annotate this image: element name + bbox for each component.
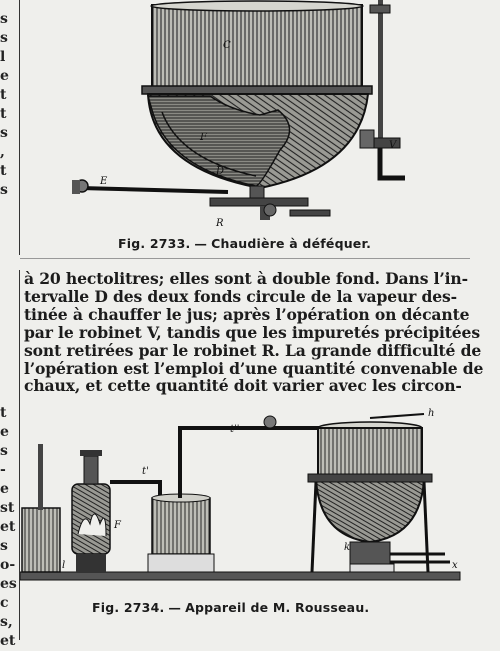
label-f: F [200,132,207,143]
figure-2733-illustration [60,0,420,232]
label-c: C [223,40,231,51]
label-t-prime: t' [142,466,149,477]
margin-fragment: e [0,68,9,84]
margin-fragment: s [0,125,8,141]
margin-fragment: t [0,405,7,421]
margin-fragment: e [0,424,9,440]
label-e: E [100,176,108,187]
column-rule [19,0,20,255]
text-line: l’opération est l’emploi d’une quantité convenable de [24,358,484,378]
margin-fragment: et [0,519,16,535]
body-paragraph [24,269,484,396]
section-rule [20,258,470,259]
margin-fragment: t [0,106,7,122]
caption-number: Fig. 2733. [118,236,191,251]
left-margin-fragments-top [0,10,18,200]
label-l: l [62,560,66,571]
text-line: tervalle D des deux fonds circule de la vapeur des- [24,286,457,306]
margin-fragment: et [0,633,16,649]
margin-fragment: t [0,87,7,103]
margin-fragment: o- [0,557,16,573]
margin-fragment: s [0,443,8,459]
margin-fragment: t [0,163,7,179]
label-r: R [216,218,224,229]
margin-fragment: e [0,481,9,497]
label-d: D [216,166,225,177]
margin-fragment: s [0,30,8,46]
margin-fragment: s [0,182,8,198]
caption-title: Chaudière à déféquer. [211,236,372,251]
right-boiler [318,428,422,476]
middle-tank [152,498,210,554]
margin-fragment: , [0,144,5,160]
margin-fragment: s, [0,614,13,630]
label-v: V [389,140,397,151]
figure-2733-caption: Fig. 2733. — Chaudière à déféquer. [118,236,372,251]
floor [20,572,460,580]
figure-2734-caption: Fig. 2734. — Appareil de M. Rousseau. [92,600,370,615]
figure-2734-illustration [20,404,465,586]
label-t-double-prime: t'' [230,424,240,435]
margin-fragment: s [0,538,8,554]
caption-number: Fig. 2734. [92,600,165,615]
label-k: k [344,542,351,553]
margin-fragment: l [0,49,6,65]
text-line: à 20 hectolitres; elles sont à double fond. Dans l’in- [24,269,468,288]
margin-fragment: es [0,576,17,592]
text-line: chaux, et cette quantité doit varier avec les circon- [24,376,462,396]
boiler-cylinder [152,5,362,87]
label-x: x [452,560,458,571]
text-line: par le robinet V, tandis que les impuretés précipitées [24,322,480,342]
margin-fragment: - [0,462,6,478]
text-line: sont retirées par le robinet R. La grande difficulté de [24,340,482,360]
label-f: F [114,520,121,531]
label-h: h [428,408,435,419]
left-margin-fragments-bottom [0,404,18,651]
margin-fragment: c [0,595,9,611]
text-line: tinée à chauffer le jus; après l’opération on décante [24,304,470,324]
rousseau-apparatus-engraving [20,404,465,586]
margin-fragment: s [0,11,8,27]
caption-title: Appareil de M. Rousseau. [185,600,370,615]
boiler-engraving [60,0,420,232]
margin-fragment: st [0,500,15,516]
